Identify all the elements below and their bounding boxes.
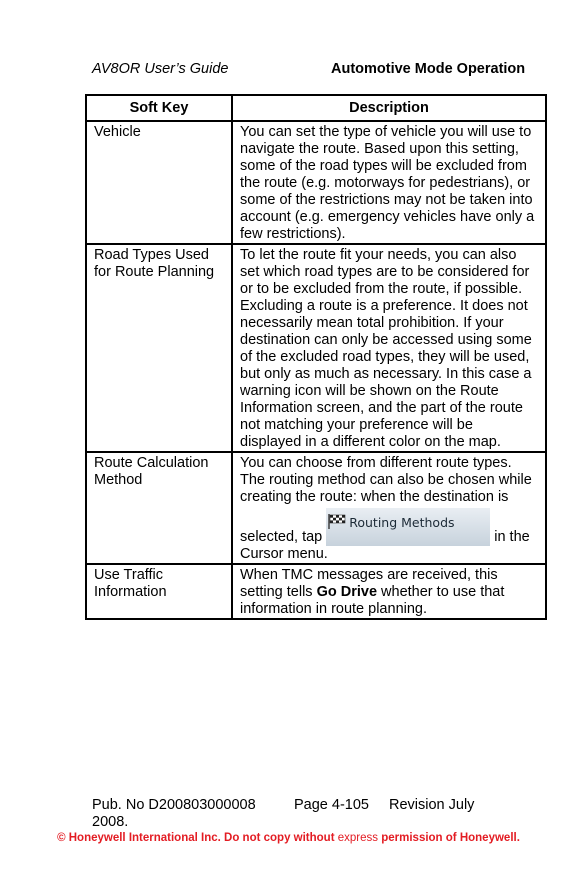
description-text: You can choose from different route types. The routing method can also be chosen while creating the route: when the destination is <box>240 455 532 505</box>
guide-title: AV8OR User’s Guide <box>92 61 229 77</box>
description-text: selected, tap <box>240 529 323 545</box>
description-cell <box>232 452 546 564</box>
description-cell <box>232 564 546 619</box>
soft-key-cell: Vehicle <box>86 121 232 244</box>
footer-publication <box>92 797 512 830</box>
description-cell: To let the route fit your needs, you can also set which road types are to be considered for or to be excluded from the route, if possible. Excluding a route is a preference. It does not necessarily mean total prohibition. If your destination can only be accessed using some of the excluded road types, they will be used, but only as much as necessary. In this case a warning icon will be shown on the Route Information screen, and the part of the route not matching your preference will be displayed in a different color on the map. <box>232 244 546 452</box>
table-row <box>86 452 546 564</box>
soft-key-cell: Use Traffic Information <box>86 564 232 619</box>
table-row <box>86 121 546 244</box>
routing-methods-button[interactable] <box>326 508 490 546</box>
copyright-text: © Honeywell International Inc. Do not copy without <box>57 832 335 844</box>
description-text: in the <box>494 529 530 545</box>
copyright-notice <box>0 831 577 845</box>
column-header-soft-key: Soft Key <box>86 95 232 121</box>
product-name: Go Drive <box>316 584 378 600</box>
table-row <box>86 244 546 452</box>
description-text: whether to use that information in route planning. <box>240 584 505 617</box>
revision-year: 2008. <box>92 814 129 830</box>
tap-instruction <box>240 508 535 546</box>
description-text: Cursor menu. <box>240 546 328 562</box>
column-header-description: Description <box>232 95 546 121</box>
copyright-text: permission of Honeywell. <box>381 832 520 844</box>
description-cell: You can set the type of vehicle you will use to navigate the route. Based upon this setting, some of the road types will be excluded from the route (e.g. motorways for pedestrians), or some of the restrictions may not be taken into account (e.g. emergency vehicles have only a few restrictions). <box>232 121 546 244</box>
description-text: When TMC messages are received, this setting tells <box>240 567 498 600</box>
table-row <box>86 564 546 619</box>
routing-methods-label: Routing Methods <box>349 515 455 530</box>
page-number: Page 4-105 <box>294 797 369 813</box>
soft-key-cell: Route Calculation Method <box>86 452 232 564</box>
copyright-text: express <box>337 832 379 844</box>
checkered-flag-icon <box>328 514 346 529</box>
section-title: Automotive Mode Operation <box>331 61 526 77</box>
revision: Revision July <box>389 797 475 813</box>
table-header-row <box>86 95 546 121</box>
soft-key-table <box>85 94 547 620</box>
soft-key-cell: Road Types Used for Route Planning <box>86 244 232 452</box>
publication-number: Pub. No D200803000008 <box>92 797 256 813</box>
